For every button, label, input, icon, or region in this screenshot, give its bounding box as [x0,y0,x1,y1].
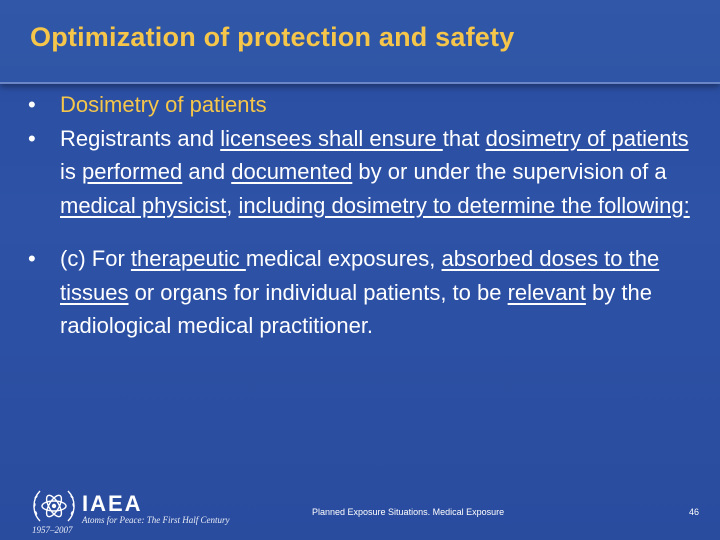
bullet-dot: • [28,125,36,151]
page-number: 46 [689,507,700,517]
bullet-text: or organs for individual patients, to be [128,279,508,305]
atom-laurel-icon [30,485,78,529]
bullet-text: medical exposures, [245,246,442,271]
footer-caption: Planned Exposure Situations. Medical Exposure [312,507,505,517]
title-bar [0,0,720,84]
underlined-term: therapeutic [130,246,246,271]
underlined-term: performed [82,159,183,184]
bullet-item [26,122,706,223]
bullet-text: Dosimetry of patients [60,92,267,117]
bullet-dot: • [28,92,36,117]
bullet-item [26,88,706,122]
underlined-term: documented [231,159,353,184]
bullet-text: , [226,192,239,218]
logo-tagline: Atoms for Peace: The First Half Century [82,515,230,525]
underlined-term: licensees shall ensure [220,125,443,151]
bullet-list [26,88,706,343]
bullet-text: (c) For [60,246,131,271]
logo-years: 1957–2007 [32,525,73,535]
underlined-term: relevant [507,279,586,305]
bullet-text: by the radiological medical practitioner. [60,279,652,338]
underlined-term: medical physicist [60,192,227,218]
logo-wordmark: IAEA [82,491,143,516]
bullet-dot: • [28,246,36,271]
bullet-text: and [182,159,232,184]
bullet-text: Registrants and [60,125,221,151]
bullet-text: is [60,159,82,184]
underlined-term: absorbed doses to the tissues [60,246,660,305]
iaea-logo [30,485,230,535]
underlined-term: including dosimetry to determine the following: [238,192,690,218]
underlined-term: dosimetry of patients [485,125,689,151]
bullet-text: by or under the supervision of a [352,159,667,184]
bullet-text: that [442,125,486,151]
slide-title: Optimization of protection and safety [30,22,515,52]
bullet-item [26,242,706,343]
